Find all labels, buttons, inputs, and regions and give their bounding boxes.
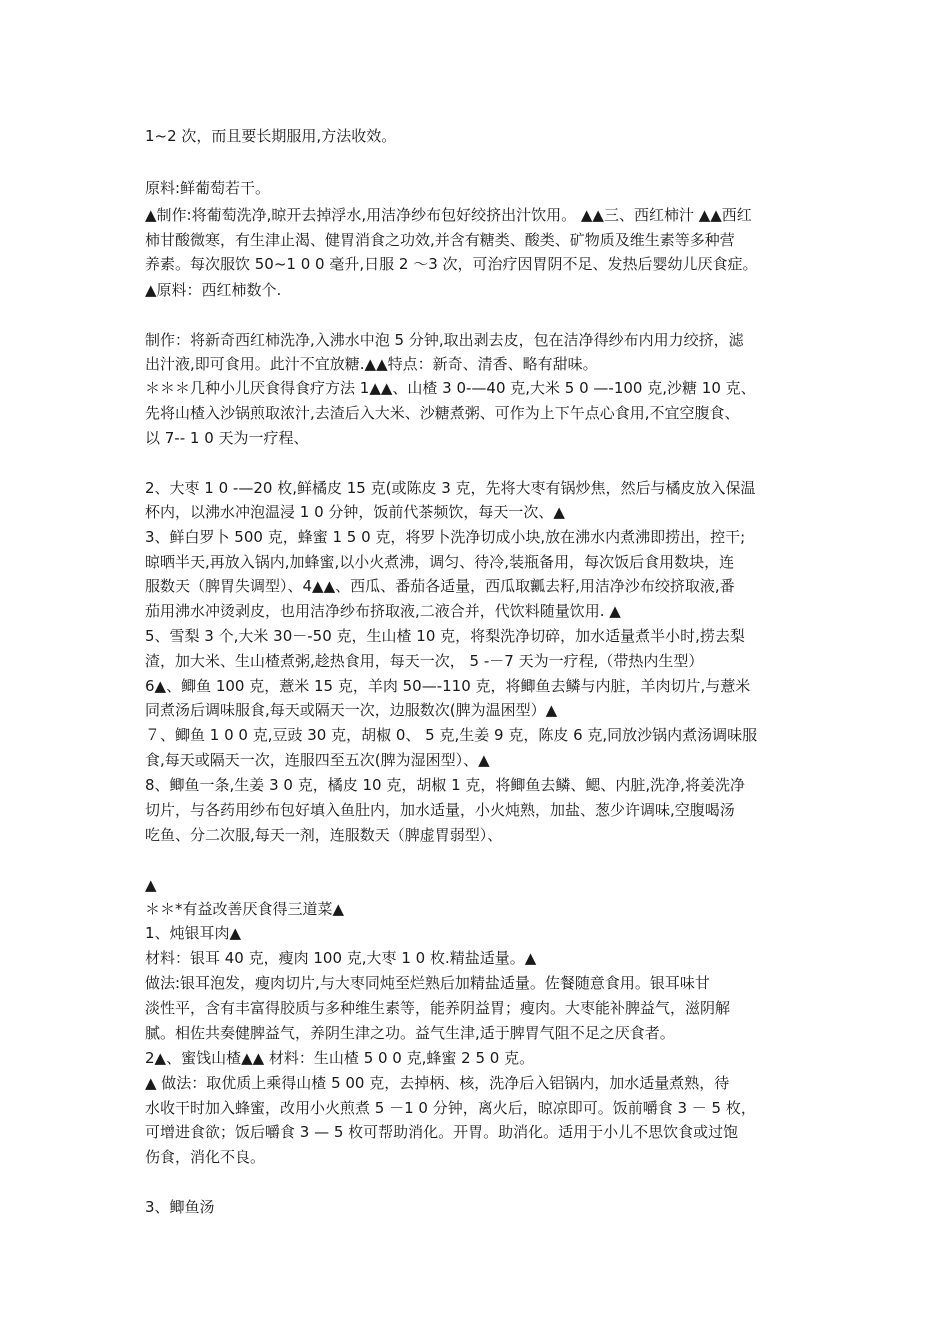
text-line: 腻。相佐共奏健脾益气，养阴生津之功。益气生津,适于脾胃气阻不足之厌食者。 xyxy=(145,1024,675,1042)
text-line: 8、鲫鱼一条,生姜 3 0 克，橘皮 10 克，胡椒 1 克，将鲫鱼去鳞、鳃、内脏,洗净,将姜洗净 xyxy=(145,776,745,794)
text-line: 原料:鲜葡萄若干。 xyxy=(145,179,271,197)
text-line: 制作：将新奇西红柿洗净,入沸水中泡 5 分钟,取出剥去皮，包在洁净得纱布内用力绞挤，滤 xyxy=(145,331,744,349)
text-line: 2▲、蜜饯山楂▲▲ 材料：生山楂 5 0 0 克,蜂蜜 2 5 0 克。 xyxy=(145,1049,535,1067)
text-line: 1~2 次，而且要长期服用,方法收效。 xyxy=(145,127,397,145)
text-line: 1、炖银耳肉▲ xyxy=(145,924,242,942)
text-line: ＊＊＊几种小儿厌食得食疗方法 1▲▲、山楂 3 0-—40 克,大米 5 0 —-100 克,沙糖 10 克、 xyxy=(145,379,756,397)
text-line: 同煮汤后调味服食,每天或隔天一次，边服数次(脾为温困型）▲ xyxy=(145,701,558,719)
text-line: 可增进食欲；饭后嚼食 3 — 5 枚可帮助消化。开胃。助消化。适用于小儿不思饮食或过饱 xyxy=(145,1123,739,1141)
text-line: 渣，加大米、生山楂煮粥,趁热食用，每天一次， 5 -－7 天为一疗程,（带热内生型） xyxy=(145,652,704,670)
text-line: 6▲、鲫鱼 100 克，薏米 15 克，羊肉 50—-110 克，将鲫鱼去鳞与内脏，羊肉切片,与薏米 xyxy=(145,677,751,695)
text-line: 柿甘酸微寒，有生津止渴、健胃消食之功效,并含有糖类、酸类、矿物质及维生素等多种营 xyxy=(145,231,735,249)
text-line: 茄用沸水冲烫剥皮，也用洁净纱布挤取液,二液合并，代饮料随量饮用. ▲ xyxy=(145,602,621,620)
text-line: ▲制作:将葡萄洗净,晾开去掉浮水,用洁净纱布包好绞挤出汁饮用。 ▲▲三、西红柿汁 ▲▲西红 xyxy=(145,206,752,224)
text-line: 先将山楂入沙锅煎取浓汁,去渣后入大米、沙糖煮粥、可作为上下午点心食用,不宜空腹食、 xyxy=(145,404,740,422)
text-line: 以 7-- 1 0 天为一疗程、 xyxy=(145,429,309,447)
text-line: 3、鲫鱼汤 xyxy=(145,1198,215,1216)
text-line: 杯内，以沸水冲泡温浸 1 0 分钟，饭前代茶频饮，每天一次、▲ xyxy=(145,503,565,521)
text-line: 晾晒半天,再放入锅内,加蜂蜜,以小火煮沸，调匀、待冷,装瓶备用，每次饭后食用数块，连 xyxy=(145,553,735,571)
text-line: ▲原料：西红柿数个. xyxy=(145,281,282,299)
text-line: 伤食，消化不良。 xyxy=(145,1148,266,1166)
text-line: ▲ xyxy=(145,876,157,894)
text-line: 出汁液,即可食用。此汁不宜放糖.▲▲特点：新奇、清香、略有甜味。 xyxy=(145,355,598,373)
text-line: 淡性平，含有丰富得胶质与多种维生素等，能养阴益胃；瘦肉。大枣能补脾益气，滋阴解 xyxy=(145,999,731,1017)
section-heading: ＊＊*有益改善厌食得三道菜▲ xyxy=(145,900,345,918)
text-line: 2、大枣 1 0 -—20 枚,鲜橘皮 15 克(或陈皮 3 克，先将大枣有锅炒焦，然后与橘皮放入保温 xyxy=(145,479,756,497)
text-line: 5、雪梨 3 个,大米 30－-50 克，生山楂 10 克，将梨洗净切碎，加水适量煮半小时,捞去梨 xyxy=(145,627,745,645)
text-line: 切片，与各药用纱布包好填入鱼肚内，加水适量，小火炖熟，加盐、葱少许调味,空腹喝汤 xyxy=(145,801,735,819)
text-line: 食,每天或隔天一次，连服四至五次(脾为湿困型）、▲ xyxy=(145,751,490,769)
text-line: 材料：银耳 40 克，瘦肉 100 克,大枣 1 0 枚.精盐适量。▲ xyxy=(145,949,537,967)
text-line: ７、鲫鱼 1 0 0 克,豆豉 30 克，胡椒 0、 5 克,生姜 9 克，陈皮 6 克,同放沙锅内煮汤调味服 xyxy=(145,726,758,744)
text-line: 吃鱼、分二次服,每天一剂，连服数天（脾虚胃弱型）、 xyxy=(145,826,503,844)
text-line: 服数天（脾胃失调型）、4▲▲、西瓜、番茄各适量，西瓜取瓤去籽,用洁净沙布绞挤取液,番 xyxy=(145,577,735,595)
text-line: 水收干时加入蜂蜜，改用小火煎煮 5 －1 0 分钟，离火后，晾凉即可。饭前嚼食 3 － 5 枚， xyxy=(145,1099,756,1117)
text-line: 养素。每次服饮 50~1 0 0 毫升,日服 2 ～3 次，可治疗因胃阴不足、发热后婴幼儿厌食症。 xyxy=(145,255,758,273)
text-line: 3、鲜白罗卜 500 克，蜂蜜 1 5 0 克，将罗卜洗净切成小块,放在沸水内煮沸即捞出，控干; xyxy=(145,528,746,546)
text-line: 做法:银耳泡发，瘦肉切片,与大枣同炖至烂熟后加精盐适量。佐餐随意食用。银耳味甘 xyxy=(145,974,710,992)
text-line: ▲ 做法：取优质上乘得山楂 5 00 克，去掉柄、核，洗净后入铝锅内，加水适量煮熟，待 xyxy=(145,1074,730,1092)
